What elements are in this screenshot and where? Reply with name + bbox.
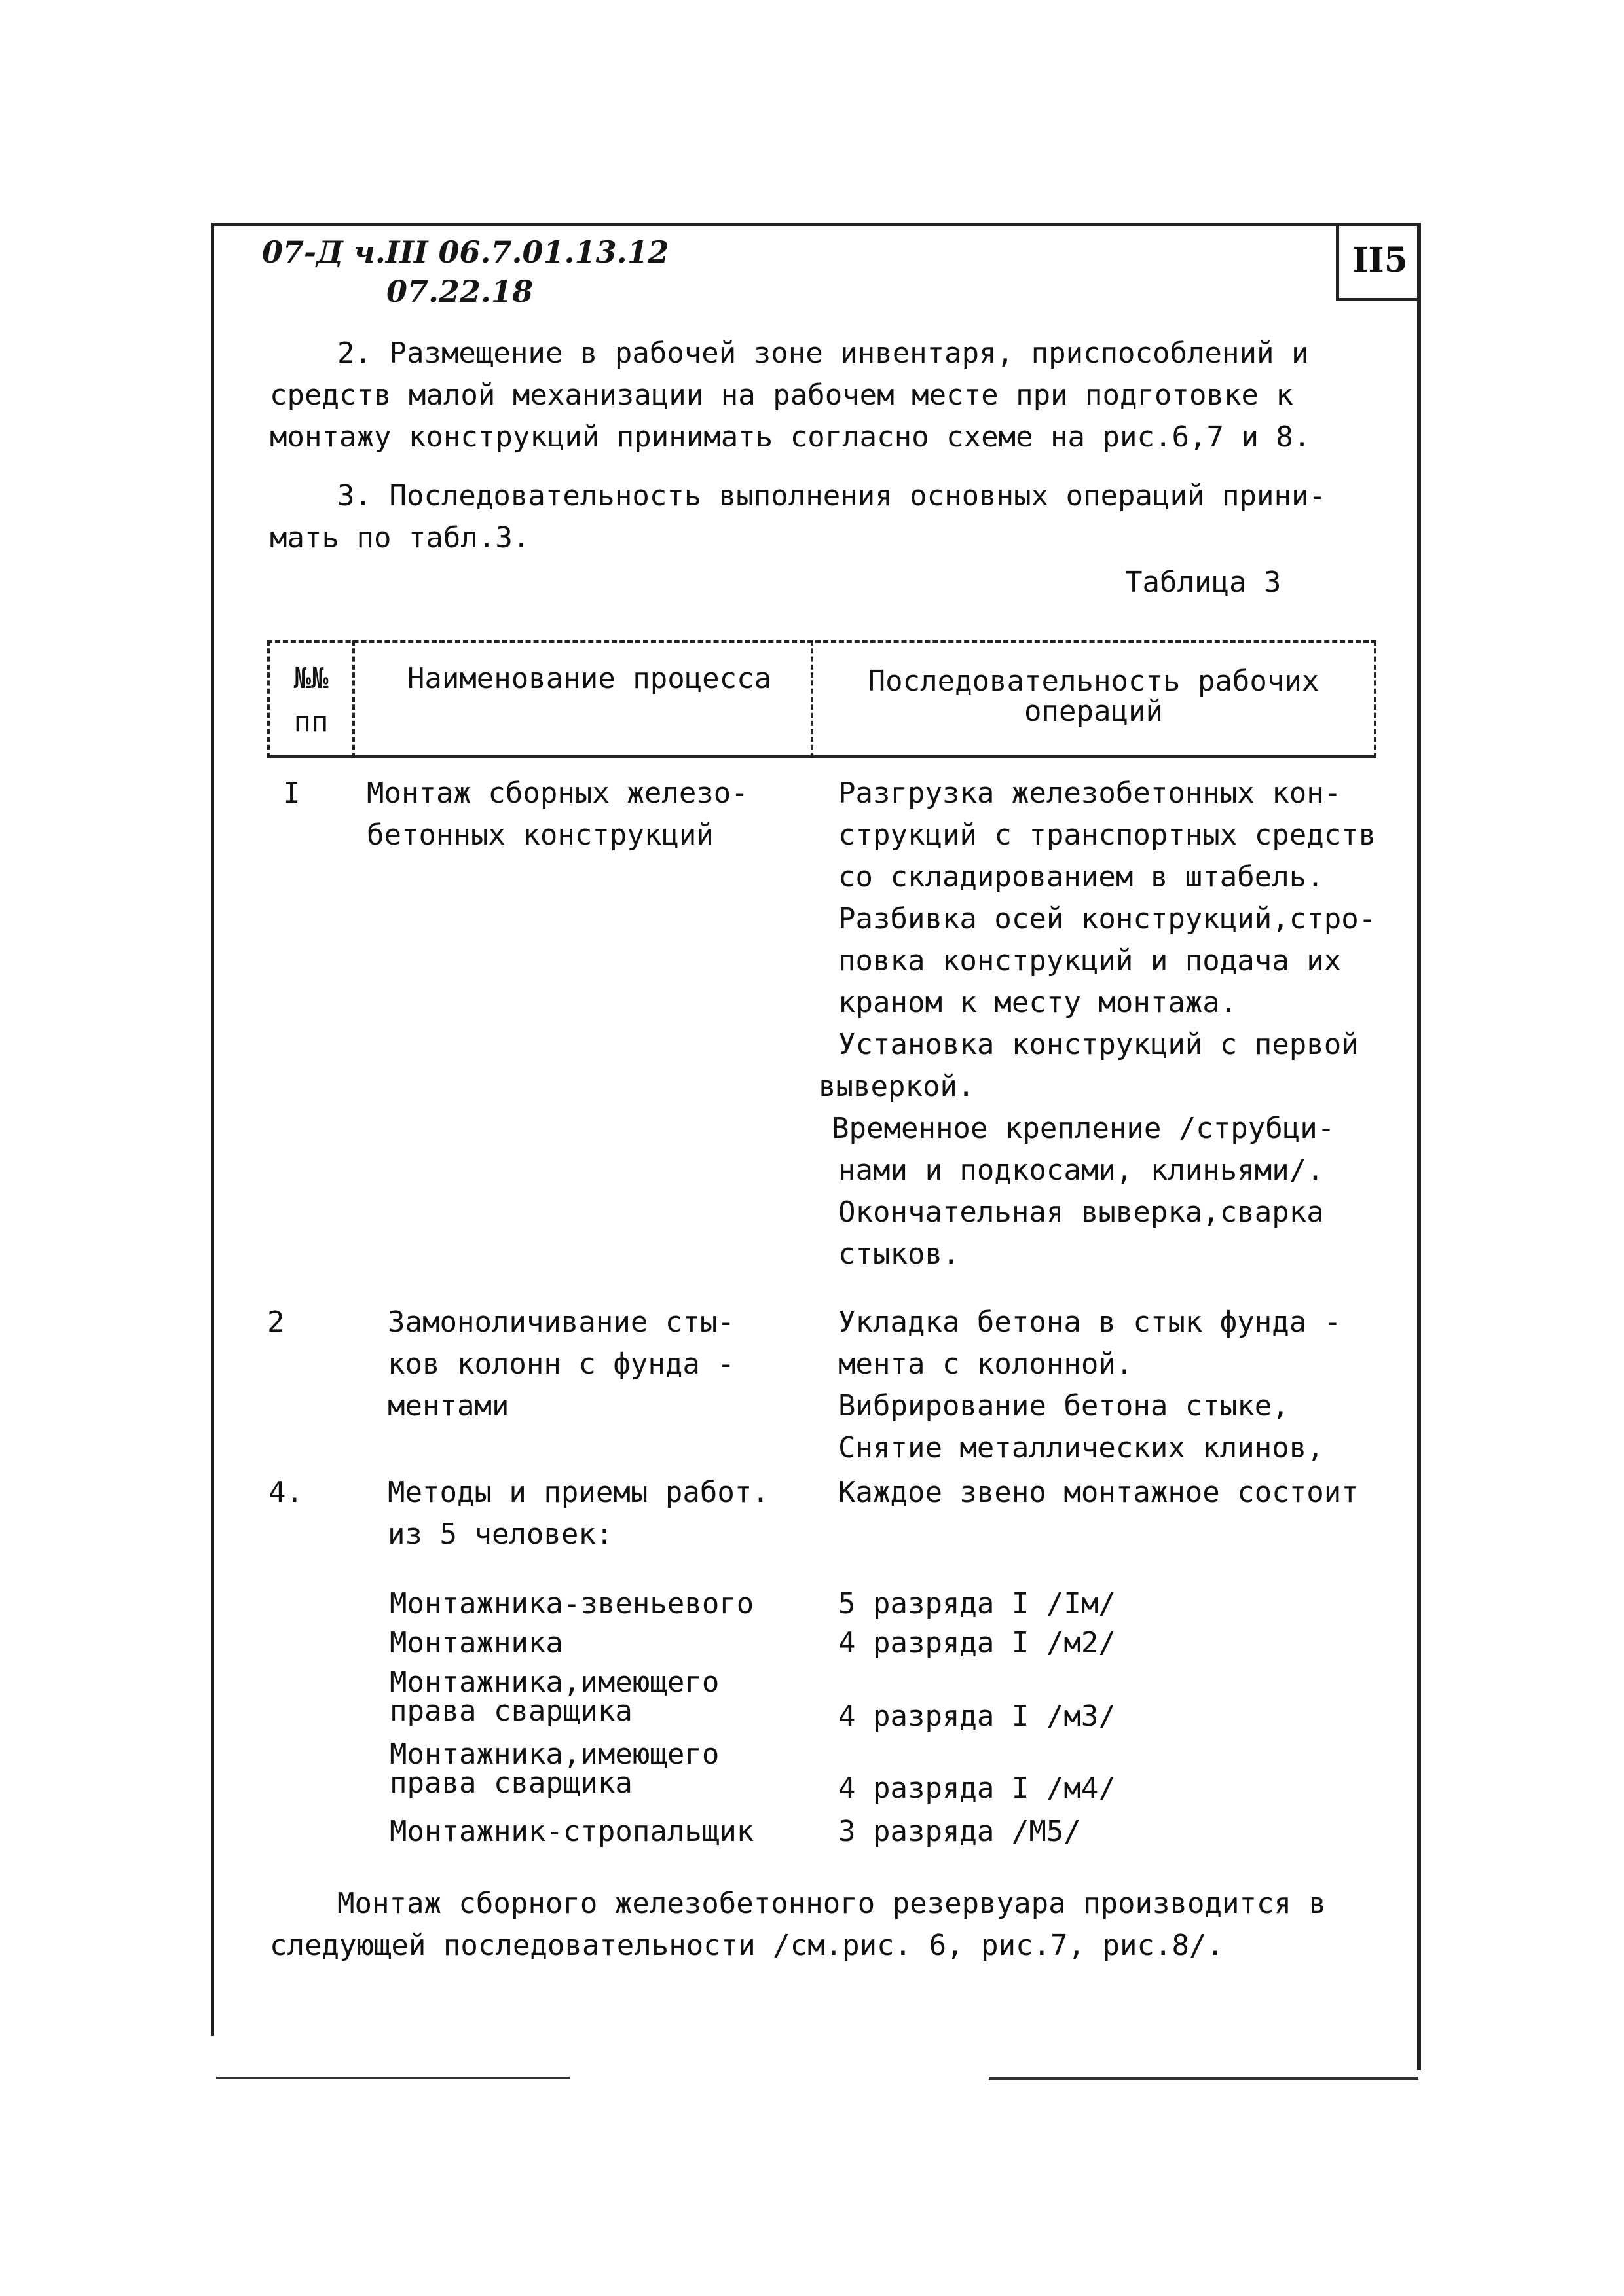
row-1-operation: стыков.: [838, 1237, 960, 1271]
frame-right-line: [1417, 223, 1421, 2070]
header-operations: Последовательность рабочих: [868, 665, 1320, 698]
header-num-sub: пп: [293, 705, 329, 738]
frame-bottom-line-left: [216, 2077, 570, 2079]
crew-grade: 4 разряда I /м3/: [838, 1700, 1116, 1733]
row-1-number: I: [283, 776, 301, 810]
row-2-operation: Вибрирование бетона стыке,: [838, 1389, 1289, 1423]
crew-grade: 4 разряда I /м2/: [838, 1626, 1116, 1660]
closing-paragraph-line: следующей последовательности /см.рис. 6, рис.7, рис.8/.: [270, 1929, 1224, 1962]
row-2-operation: Укладка бетона в стык фунда -: [838, 1305, 1342, 1339]
paragraph-3-line: мать по табл.3.: [270, 521, 530, 555]
row-1-operation: краном к месту монтажа.: [838, 986, 1238, 1019]
crew-role: Монтажника,имеющего: [390, 1738, 720, 1771]
document-code: 07-Д ч.III 06.7.01.13.12: [262, 234, 669, 270]
table-caption: Таблица 3: [1125, 566, 1282, 599]
paragraph-2-line: монтажу конструкций принимать согласно схеме на рис.6,7 и 8.: [270, 420, 1311, 454]
closing-paragraph-line: Монтаж сборного железобетонного резервуара производится в: [337, 1887, 1326, 1920]
item-4-text: Методы и приемы работ.: [388, 1476, 769, 1509]
row-2-process: ментами: [388, 1389, 509, 1423]
item-4-number: 4.: [268, 1476, 303, 1509]
row-1-operation: выверкой.: [819, 1070, 975, 1103]
header-process: Наименование процесса: [407, 662, 772, 695]
row-1-operation: нами и подкосами, клиньями/.: [838, 1154, 1324, 1187]
row-1-operation: Окончательная выверка,сварка: [838, 1195, 1324, 1229]
row-1-operation: Временное крепление /струбци-: [832, 1112, 1335, 1145]
crew-grade: 3 разряда /М5/: [838, 1815, 1081, 1848]
item-4-text: из 5 человек:: [388, 1518, 614, 1551]
row-1-operation: повка конструкций и подача их: [838, 944, 1342, 977]
crew-role: права сварщика: [390, 1766, 633, 1800]
row-2-operation: мента с колонной.: [838, 1347, 1134, 1381]
crew-grade: 5 разряда I /Iм/: [838, 1587, 1116, 1620]
frame-left-line: [211, 223, 214, 2036]
crew-grade: 4 разряда I /м4/: [838, 1772, 1116, 1805]
row-1-operation: струкций с транспортных средств: [838, 818, 1376, 852]
crew-role: Монтажник-стропальщик: [390, 1815, 754, 1848]
crew-role: Монтажника: [390, 1626, 563, 1660]
crew-role: права сварщика: [390, 1694, 633, 1728]
row-1-operation: Разгрузка железобетонных кон-: [838, 776, 1342, 810]
row-1-operation: Разбивка осей конструкций,стро-: [838, 902, 1376, 936]
header-operations-sub: операций: [1024, 695, 1163, 728]
paragraph-2-line: средств малой механизации на рабочем месте при подготовке к: [270, 378, 1293, 412]
header-num: №№: [293, 662, 329, 695]
row-1-operation: Установка конструкций с первой: [838, 1028, 1359, 1061]
row-2-operation: Снятие металлических клинов,: [838, 1431, 1324, 1465]
document-code-secondary: 07.22.18: [386, 274, 534, 309]
table-header-separator: [811, 640, 813, 758]
paragraph-2-line: 2. Размещение в рабочей зоне инвентаря, приспособлений и: [337, 337, 1309, 370]
row-2-number: 2: [267, 1305, 285, 1339]
table-header-separator: [352, 640, 355, 758]
row-1-process: Монтаж сборных железо-: [367, 776, 748, 810]
row-2-process: ков колонн с фунда -: [388, 1347, 735, 1381]
row-1-operation: со складированием в штабель.: [838, 860, 1324, 894]
frame-bottom-line-right: [989, 2077, 1418, 2080]
page-number: II5: [1336, 223, 1421, 301]
frame-top-line: [211, 223, 1421, 226]
paragraph-3-line: 3. Последовательность выполнения основных операций прини-: [337, 479, 1326, 513]
row-1-process: бетонных конструкций: [367, 818, 714, 852]
item-4-operation: Каждое звено монтажное состоит: [838, 1476, 1359, 1509]
crew-role: Монтажника,имеющего: [390, 1666, 720, 1699]
row-2-process: Замоноличивание сты-: [388, 1305, 735, 1339]
crew-role: Монтажника-звеньевого: [390, 1587, 754, 1620]
